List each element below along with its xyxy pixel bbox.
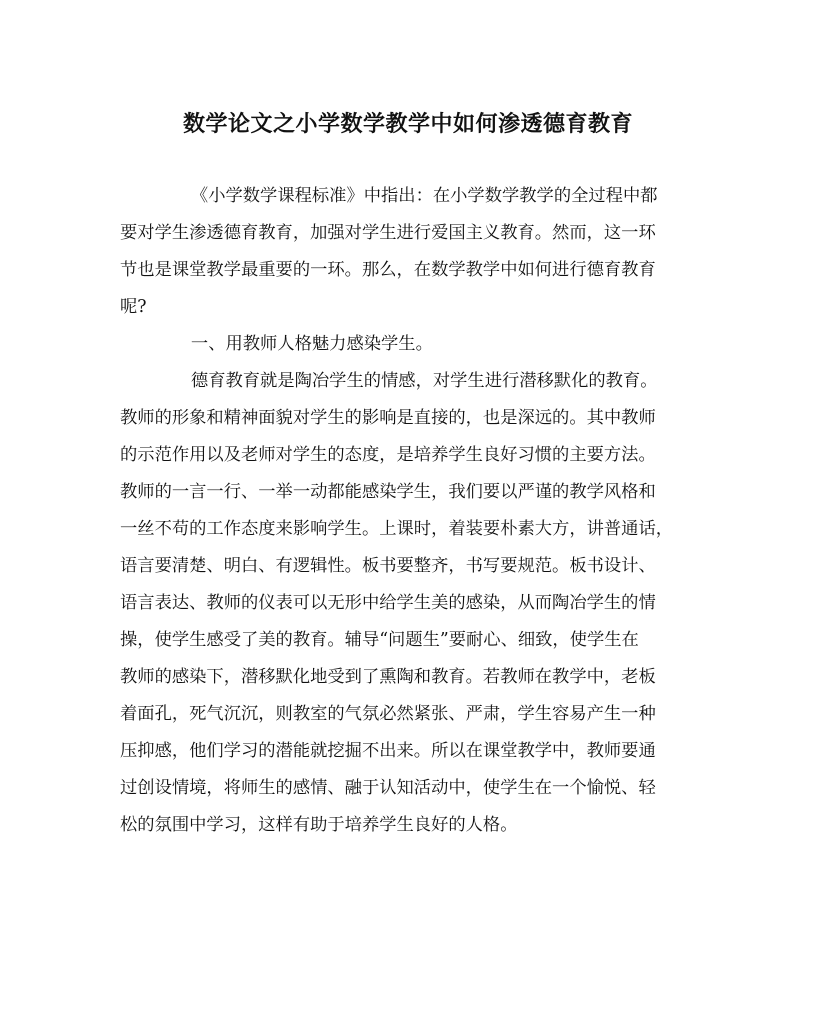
- intro-line: 节也是课堂教学最重要的一环。那么，在数学教学中如何进行德育教育: [120, 260, 656, 280]
- section-paragraph: [120, 363, 698, 844]
- section-line: 的示范作用以及老师对学生的态度，是培养学生良好习惯的主要方法。: [120, 445, 656, 465]
- section-line: 一丝不苟的工作态度来影响学生。上课时，着装要朴素大方，讲普通话，: [120, 519, 674, 539]
- intro-line: 要对学生渗透德育教育，加强对学生进行爱国主义教育。然而，这一环: [120, 223, 656, 243]
- intro-line: 呢?: [120, 297, 147, 317]
- section-heading-text: 一、用教师人格魅力感染学生。: [190, 334, 433, 354]
- section-line: 操，使学生感受了美的教育。辅导“问题生”要耐心、细致，使学生在: [120, 630, 639, 650]
- section-line: 压抑感，他们学习的潜能就挖掘不出来。所以在课堂教学中，教师要通: [120, 741, 656, 761]
- section-line: 教师的形象和精神面貌对学生的影响是直接的，也是深远的。其中教师: [120, 408, 656, 428]
- section-line: 德育教育就是陶冶学生的情感，对学生进行潜移默化的教育。: [190, 371, 658, 391]
- intro-paragraph: [120, 178, 698, 326]
- intro-line: 《小学数学课程标准》中指出：在小学数学教学的全过程中都: [190, 186, 658, 206]
- document-body: [120, 178, 698, 844]
- section-line: 教师的一言一行、一举一动都能感染学生，我们要以严谨的教学风格和: [120, 482, 656, 502]
- section-line: 着面孔，死气沉沉，则教室的气氛必然紧张、严肃，学生容易产生一种: [120, 704, 656, 724]
- section-line: 教师的感染下，潜移默化地受到了熏陶和教育。若教师在教学中，老板: [120, 667, 656, 687]
- section-line: 语言表达、教师的仪表可以无形中给学生美的感染，从而陶冶学生的情: [120, 593, 656, 613]
- section-line: 松的氛围中学习，这样有助于培养学生良好的人格。: [120, 815, 518, 835]
- section-line: 过创设情境，将师生的感情、融于认知活动中，使学生在一个愉悦、轻: [120, 778, 656, 798]
- document-title: 数学论文之小学数学教学中如何渗透德育教育: [182, 111, 633, 137]
- section-heading: [120, 326, 698, 363]
- section-line: 语言要清楚、明白、有逻辑性。板书要整齐，书写要规范。板书设计、: [120, 556, 656, 576]
